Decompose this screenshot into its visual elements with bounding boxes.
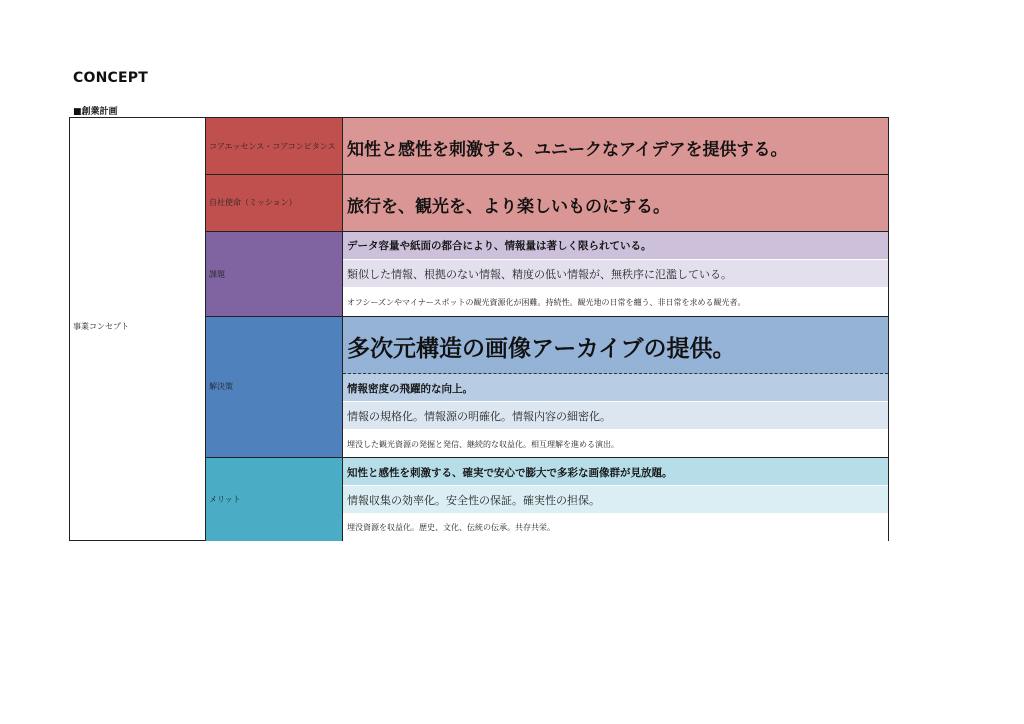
category-label: 解決策 [209,382,233,391]
content-row [343,514,888,541]
concept-table [69,117,889,541]
content-row [343,260,888,288]
content-row [343,288,888,317]
row-text: 知性と感性を刺激する、ユニークなアイデアを提供する。 [347,140,788,160]
category-mission [206,175,343,232]
row-text: 多次元構造の画像アーカイブの提供。 [347,336,736,362]
category-issue [206,232,343,317]
row-text: 旅行を、観光を、より楽しいものにする。 [347,197,670,217]
row-text: 埋没した観光資源の発掘と発信、継続的な収益化。相互理解を進める演出。 [347,440,619,449]
content-row [343,430,888,458]
content-row [343,175,888,232]
content-row [343,118,888,175]
category-core-essence [206,118,343,175]
row-text: 類似した情報、根拠のない情報、精度の低い情報が、無秩序に氾濫している。 [347,268,732,281]
category-label: メリット [209,495,241,504]
content-row [343,402,888,430]
category-merit [206,458,343,541]
page-title: CONCEPT [73,70,148,86]
row-text: データ容量や紙面の都合により、情報量は著しく限られている。 [347,240,652,252]
content-row [343,374,888,402]
row-text: 知性と感性を刺激する、確実で安心で膨大で多彩な画像群が見放題。 [347,467,673,479]
concept-label: 事業コンセプト [73,322,129,331]
row-text: オフシーズンやマイナースポットの観光資源化が困難。持続性。観光地の日常を纏う、非日常を求める観光者。 [347,298,746,307]
content-row [343,232,888,260]
content-row [343,486,888,514]
category-label: コアエッセンス・コアコンピタンス [209,142,336,151]
category-label: 課題 [209,270,225,279]
category-label: 自社使命（ミッション） [209,198,297,207]
category-solution [206,317,343,458]
content-row [343,458,888,486]
concept-column [70,118,206,540]
row-text: 情報の規格化。情報源の明確化。情報内容の細密化。 [347,410,611,423]
row-text: 情報密度の飛躍的な向上。 [347,383,473,395]
content-row [343,317,888,374]
row-text: 埋没資源を収益化。歴史、文化、伝統の伝承。共存共栄。 [347,523,555,532]
row-text: 情報収集の効率化。安全性の保証。確実性の担保。 [347,494,600,507]
section-subtitle: ■創業計画 [73,107,118,117]
